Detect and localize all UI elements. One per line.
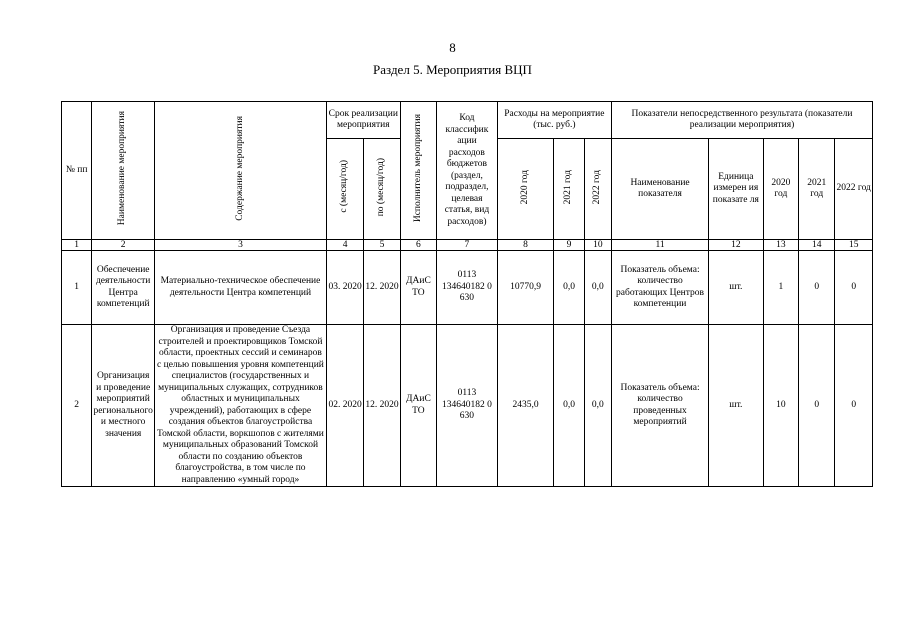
row-executor: ДАиС ТО	[400, 251, 436, 325]
table-row	[62, 325, 873, 487]
row-unit: шт.	[709, 251, 764, 325]
header-from: с (месяц/год)	[326, 139, 363, 240]
row-no: 2	[62, 325, 92, 487]
row-from: 03. 2020	[326, 251, 363, 325]
column-number: 12	[709, 240, 764, 251]
row-expense-2020: 2435,0	[497, 325, 554, 487]
column-number: 13	[763, 240, 798, 251]
header-period: Срок реализации мероприятия	[326, 102, 400, 139]
column-number: 1	[62, 240, 92, 251]
row-to: 12. 2020	[364, 251, 400, 325]
header-exp-2022: 2022 год	[584, 139, 611, 240]
row-from: 02. 2020	[326, 325, 363, 487]
header-unit: Единица измерен ия показате ля	[709, 139, 764, 240]
column-numbers-row	[62, 240, 873, 251]
page-number: 8	[449, 40, 456, 55]
row-name: Обеспечение деятельности Центра компетенций	[92, 251, 155, 325]
row-value-2020: 1	[763, 251, 798, 325]
column-number: 9	[554, 240, 584, 251]
row-expense-2020: 10770,9	[497, 251, 554, 325]
row-value-2021: 0	[799, 325, 835, 487]
header-ind-2020: 2020 год	[763, 139, 798, 240]
header-expenses: Расходы на мероприятие (тыс. руб.)	[497, 102, 611, 139]
row-value-2022: 0	[835, 251, 873, 325]
row-value-2022: 0	[835, 325, 873, 487]
column-number: 5	[364, 240, 400, 251]
header-indicator-name: Наименование показателя	[612, 139, 709, 240]
row-indicator: Показатель объема: количество работающих Центров компетенции	[612, 251, 709, 325]
row-content: Материально-техническое обеспечение деятельности Центра компетенций	[155, 251, 327, 325]
activities-table	[61, 101, 873, 487]
column-number: 14	[799, 240, 835, 251]
header-to: по (месяц/год)	[364, 139, 400, 240]
section-title: Раздел 5. Мероприятия ВЦП	[373, 62, 532, 77]
column-number: 15	[835, 240, 873, 251]
header-ind-2022: 2022 год	[835, 139, 873, 240]
row-no: 1	[62, 251, 92, 325]
row-executor: ДАиС ТО	[400, 325, 436, 487]
row-code: 0113 134640182 0 630	[437, 251, 498, 325]
column-number: 3	[155, 240, 327, 251]
column-number: 11	[612, 240, 709, 251]
row-expense-2021: 0,0	[554, 325, 584, 487]
row-expense-2022: 0,0	[584, 325, 611, 487]
row-code: 0113 134640182 0 630	[437, 325, 498, 487]
header-code: Код классифик ации расходов бюджетов (раздел, подраздел, целевая статья, вид расходов)	[437, 102, 498, 240]
column-number: 2	[92, 240, 155, 251]
header-exp-2020: 2020 год	[497, 139, 554, 240]
header-name: Наименование мероприятия	[92, 102, 155, 240]
header-ind-2021: 2021 год	[799, 139, 835, 240]
header-content: Содержание мероприятия	[155, 102, 327, 240]
header-exp-2021: 2021 год	[554, 139, 584, 240]
column-number: 10	[584, 240, 611, 251]
row-name: Организация и проведение мероприятий регионального и местного значения	[92, 325, 155, 487]
row-content: Организация и проведение Съезда строителей и проектировщиков Томской области, проектных сессий и семинаров с целью повышения уровня компетенций специалистов (государственных и муниципальных служащих, сотрудников областных и муниципальных учреждений), работающих в сфере создания объектов благоустройства Томской области, воркшопов с жителями муниципальных образований Томской области по созданию объектов благоустройства, в том числе по направлению «умный город»	[155, 325, 327, 487]
row-value-2021: 0	[799, 251, 835, 325]
row-expense-2022: 0,0	[584, 251, 611, 325]
table-row	[62, 251, 873, 325]
header-indicators: Показатели непосредственного результата (показатели реализации мероприятия)	[612, 102, 873, 139]
header-executor: Исполнитель мероприятия	[400, 102, 436, 240]
column-number: 8	[497, 240, 554, 251]
row-to: 12. 2020	[364, 325, 400, 487]
row-value-2020: 10	[763, 325, 798, 487]
header-no: № пп	[62, 102, 92, 240]
row-expense-2021: 0,0	[554, 251, 584, 325]
row-unit: шт.	[709, 325, 764, 487]
header-row-1	[62, 102, 873, 139]
column-number: 4	[326, 240, 363, 251]
column-number: 7	[437, 240, 498, 251]
row-indicator: Показатель объема: количество проведенных мероприятий	[612, 325, 709, 487]
column-number: 6	[400, 240, 436, 251]
